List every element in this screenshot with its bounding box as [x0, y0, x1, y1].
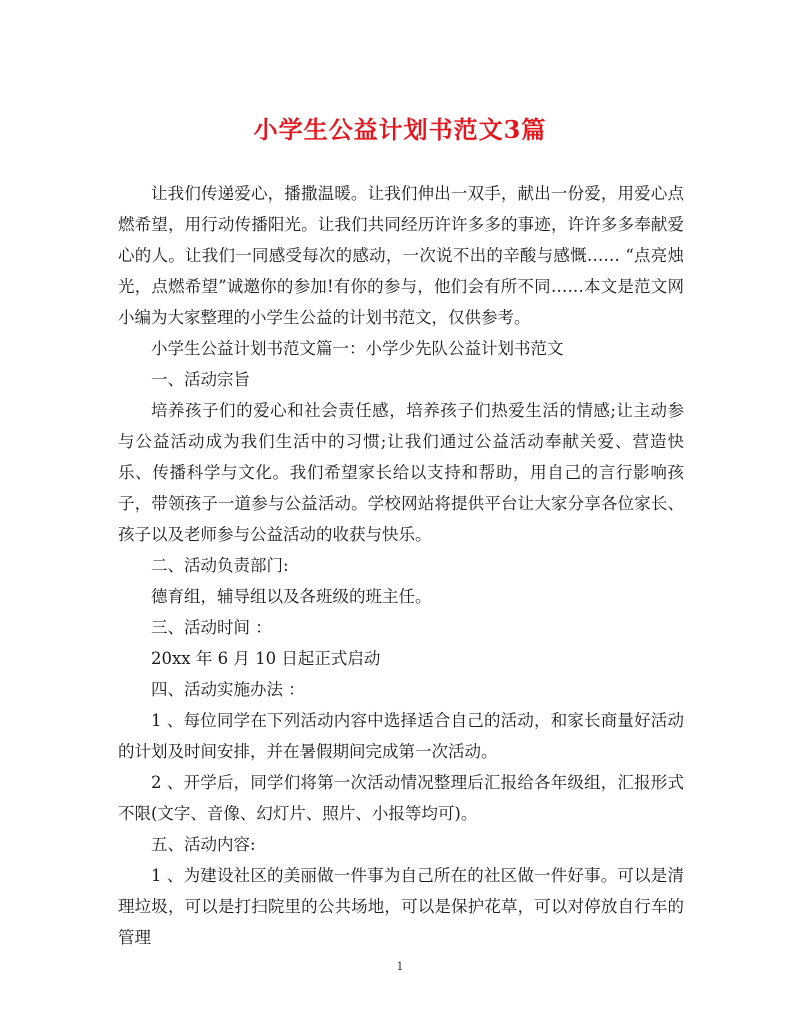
heading-implementation: 四、活动实施办法 ：: [151, 680, 305, 699]
activity-purpose-paragraph: 培养孩子们的爱心和社会责任感，培养孩子们热爱生活的情感;让主动参与公益活动成为我们生活中的习惯;让我们通过公益活动奉献关爱、营造快乐、传播科学与文化。我们希望家长给以支持和帮助，用自己的言行影响孩子，带领孩子一道参与公益活动。学校网站将提供平台让大家分享各位家长、孩子以及老师参与公益活动的收获与快乐。: [118, 401, 684, 544]
activity-content-item-1: 1 、为建设社区的美丽做一件事为自己所在的社区做一件好事。可以是清理垃圾，可以是打扫院里的公共场地，可以是保护花草，可以对停放自行车的管理: [118, 866, 684, 947]
responsible-department-paragraph: 德育组，辅导组以及各班级的班主任。: [151, 587, 432, 606]
heading-activity-content: 五、活动内容:: [151, 835, 256, 854]
implementation-item-2: 2 、开学后，同学们将第一次活动情况整理后汇报给各年级组，汇报形式不限(文字、音像、幻灯片、照片、小报等均可)。: [118, 773, 684, 823]
document-title: 小学生公益计划书范文3篇: [253, 115, 547, 144]
page-number: 1: [396, 960, 404, 973]
document-body: [118, 178, 684, 953]
section-heading-part1: 小学生公益计划书范文篇一：小学少先队公益计划书范文: [151, 339, 564, 358]
activity-time-paragraph: 20xx 年 6 月 10 日起正式启动: [151, 649, 381, 668]
implementation-item-1: 1 、每位同学在下列活动内容中选择适合自己的活动，和家长商量好活动的计划及时间安排，并在暑假期间完成第一次活动。: [118, 711, 684, 761]
heading-responsible-department: 二、活动负责部门:: [151, 556, 289, 575]
heading-activity-purpose: 一、活动宗旨: [151, 370, 250, 389]
intro-paragraph: 让我们传递爱心，播撒温暖。让我们伸出一双手，献出一份爱，用爱心点燃希望，用行动传播阳光。让我们共同经历许许多多的事迹，许许多多奉献爱心的人。让我们一同感受每次的感动，一次说不出的辛酸与感慨…… “点亮烛光，点燃希望”诚邀你的参加!有你的参与，他们会有所不同……本文是范文网小编为大家整理的小学生公益的计划书范文，仅供参考。: [118, 184, 684, 327]
heading-activity-time: 三、活动时间 ：: [151, 618, 272, 637]
